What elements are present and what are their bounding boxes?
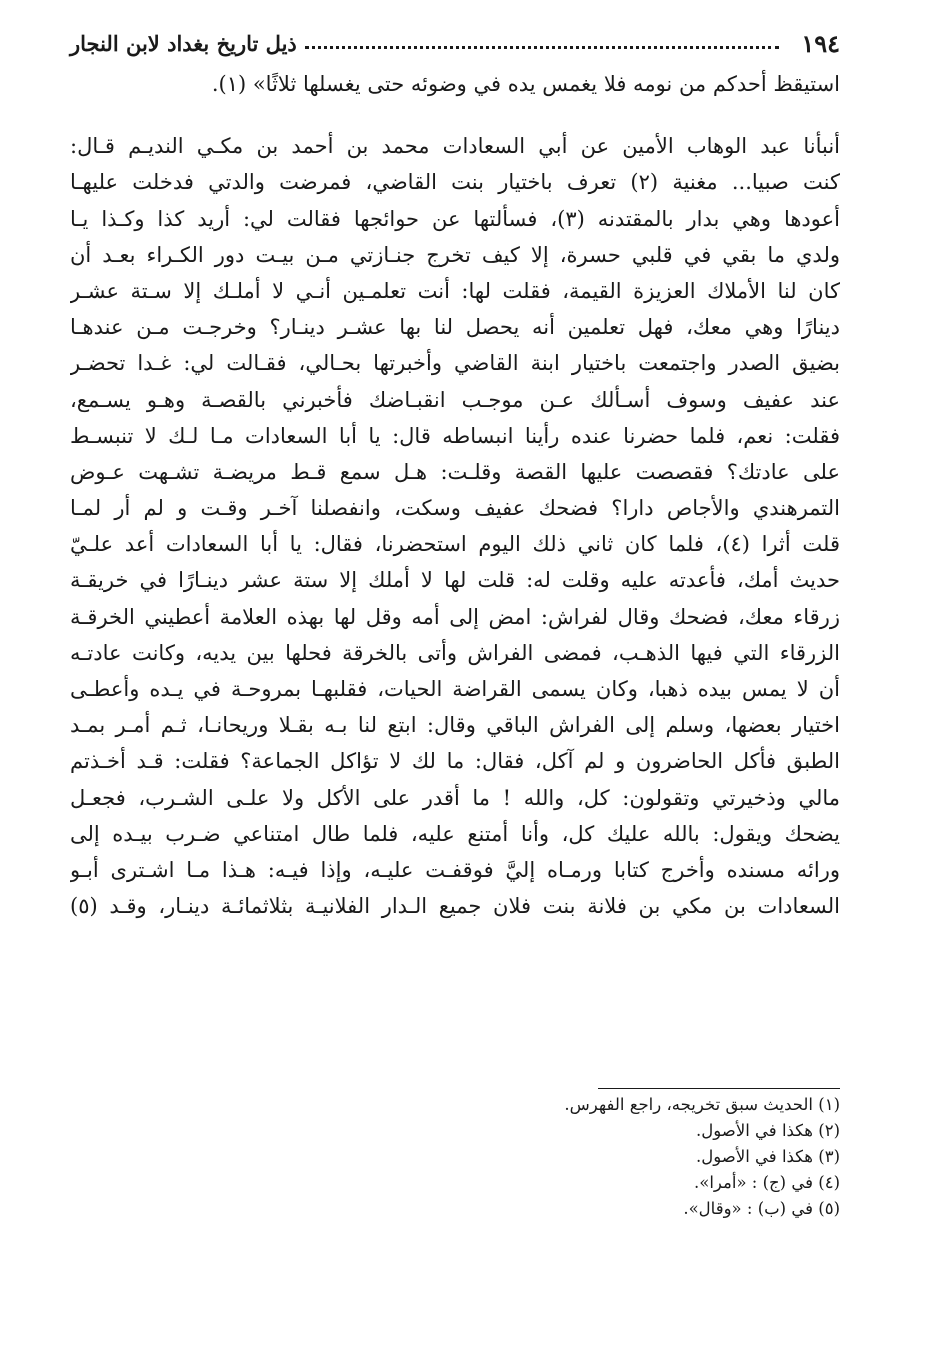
page-number: ١٩٤ [801,28,840,58]
text-line: أنبأنا عبد الوهاب الأمين عن أبي السعادات محمد بن أحمد بن مكـي النديـم قـال: [70,134,840,159]
text-line: دينارًا وهي معك، فهل تعلمين أنه يحصل لنا بها عشـر دينـار؟ وخرجـت مـن عندهـا [70,315,840,340]
header-dotted-leader [305,46,780,49]
footnotes [70,1092,840,1222]
footnote-item: (٢) هكذا في الأصول. [696,1121,840,1140]
text-line: التمرهندي والأجاص دارا؟ فضحك عفيف وسكت، وانفصلنا آخـر وقـت و لم أر لمـا [70,496,840,521]
text-line: أعودها وهي بدار بالمقتدنه (٣)، فسألتها عن حوائجها فقالت لي: أريد كذا وكـذا يـا [70,206,840,231]
text-line: مالي وذخيرتي وتقولون: كل، والله ! ما أقدر على الأكل ولا علـى الشـرب، فجعـل [70,785,840,810]
text-line: ورائه مسنده وأخرج كتابا ورمـاه إليَّ فوقفـت عليـه، وإذا فيـه: هـذا مـا اشـترى أبـو [70,857,840,882]
text-line: عند عفيف وسوف أسـألك عـن موجـب انقبـاضك فأخبرني بالقصـة وهـو يسـمع، [70,387,840,412]
paragraph-gap [70,102,840,128]
text-line: قلت أثرا (٤)، فلما كان ثاني ذلك اليوم استحضرنا، فقال: يا أبا السعادات أعد علـيّ [70,532,840,557]
footnote-item: (٣) هكذا في الأصول. [696,1147,840,1166]
running-header [70,26,840,60]
text-line: الزرقاء التي فيها الذهـب، فمضى الفراش وأتى بالخرقة فحلها بين يديه، وكانت عادتـه [70,640,840,665]
text-line: استيقظ أحدكم من نومه فلا يغمس يده في وضوئه حتى يغسلها ثلاثًا» (١). [211,72,840,96]
text-line: الطبق فأكل الحاضرون و لم آكل، فقال: ما لك لا تؤاكل الجماعة؟ فقلت: قـد أخـذتم [70,749,840,774]
text-line: أن لا يمس بيده ذهبا، وكان يسمى القراضة الحيات، فقلبهـا بمروحـة في يـده وأعطـى [70,677,840,701]
text-line: يضحك ويقول: بالله عليك كل، وأنا أمتنع عليه، فلما طال امتناعي ضـرب بيـده إلى [70,821,840,846]
text-line: زرقاء معك، فضحك وقال لفراش: امض إلى أمه وقل لها بهذه العلامة أعطيني الخرقـة [70,604,840,629]
footnote-item: (٤) في (ج) : «أمرا». [694,1173,840,1192]
text-line: على عادتك؟ فقصصت عليها القصة وقلـت: هـل سمع قـط مريضـة تشـهت عـوض [70,459,840,484]
footnote-item: (١) الحديث سبق تخريجه، راجع الفهرس. [564,1095,840,1114]
text-line: السعادات بن مكي بن فلانة بنت فلان جميع الـدار الفلانيـة بثلاثمائـة دينـار، وقـد (٥) [70,894,840,919]
text-line: كنت صبيا... مغنية (٢) تعرف باختيار بنت القاضي، فمرضت والدتي فدخلت عليهـا [70,170,840,195]
text-line: حديث أمك، فأعدته عليه وقلت له: قلت لها لا أملك إلا ستة عشر دينـارًا في خريقـة [70,568,840,593]
main-text [70,66,840,924]
text-line: فقلت: نعم، فلما حضرنا عنده رأينا انبساطه قال: يا أبا السعادات مـا لـك لا تنبسـط [70,423,840,448]
footnote-separator [598,1088,840,1089]
text-line: كان لنا الأملاك العزيزة القيمة، فقلت لها: أنت تعلمـين أنـي لا أملـك إلا سـتة عشـر [70,278,840,303]
text-line: اختيار بعضها، وسلم إلى الفراش الباقي وقال: ابتع لنا بـه بقـلا وريحانـا، ثـم أمـر بمـد [70,713,840,738]
running-title: ذيل تاريخ بغداد لابن النجار [70,30,297,56]
text-line: ولدي ما بقي في قلبي حسرة، إلا كيف تخرج جنـازتي مـن بيـت دور الكـراء بعـد أن [70,242,840,267]
text-line: بضيق الصدر واجتمعت باختيار ابنة القاضي وأخبرتها بحـالي، فقـالت لي: غـدا تحضـر [70,351,840,376]
footnote-item: (٥) في (ب) : «وقال». [683,1199,840,1218]
